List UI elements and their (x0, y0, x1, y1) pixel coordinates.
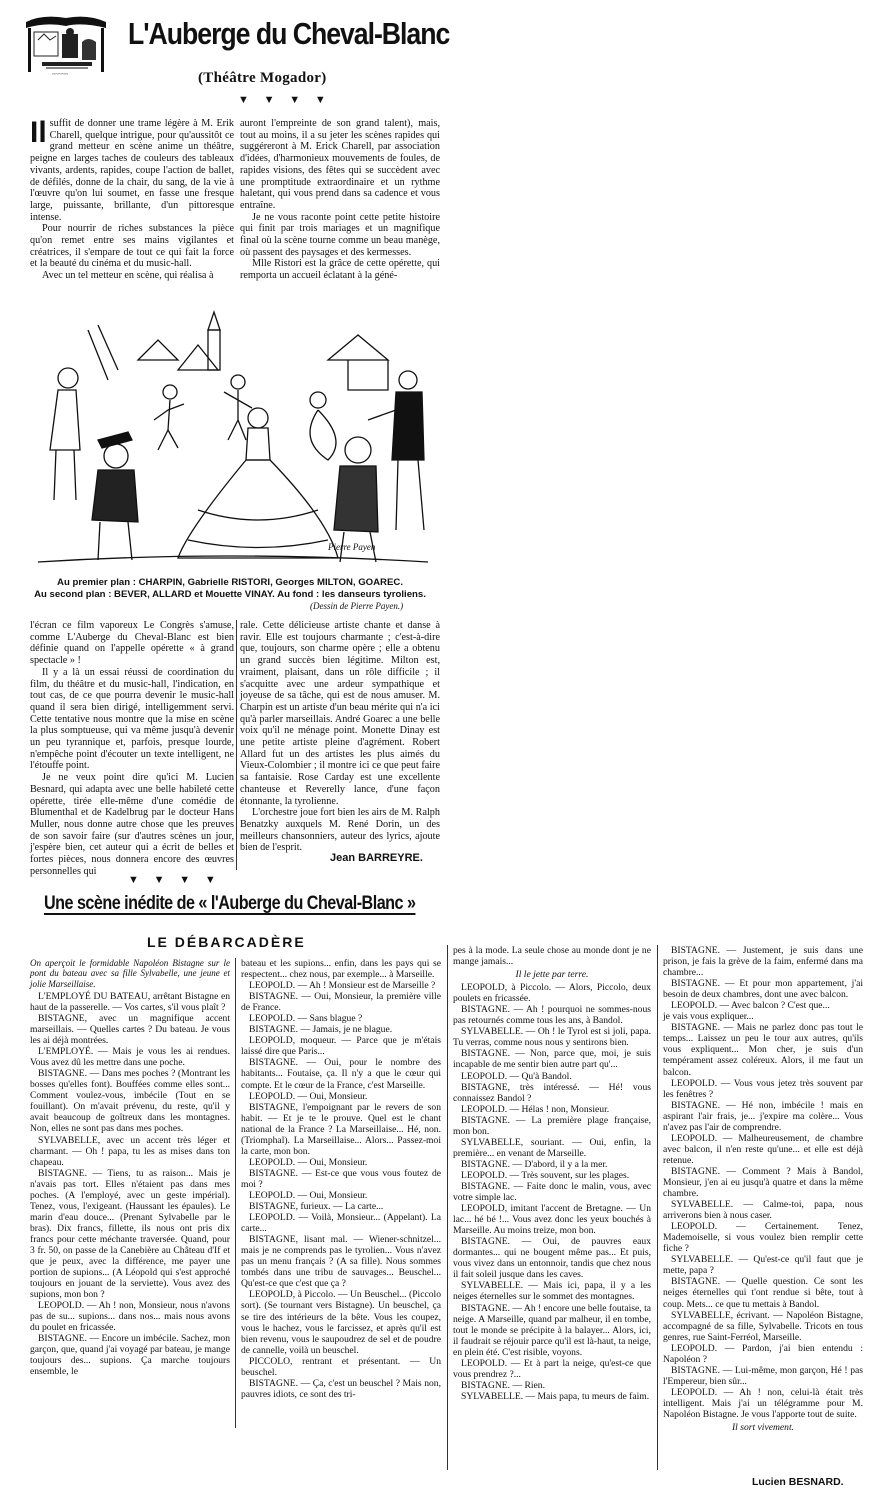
dialogue-line: BISTAGNE. — Hé non, imbécile ! mais en aspirant l'air frais, je... j'expire ma colère... Vous n'avez pas l'air de comprendre. (663, 1099, 863, 1133)
dialogue-line: bateau et les supions... enfin, dans les pays qui se respectent... chez nous, par exemple... à Marseille. (241, 958, 441, 981)
scene-signature: Lucien BESNARD. (752, 1476, 844, 1488)
paragraph: Avec un tel metteur en scène, qui réalisa à (42, 270, 214, 282)
dialogue-line: LEOPOLD, imitant l'accent de Bretagne. — Un lac... hé bé !... Vous avez donc les yeux bouchés à Marseille. Au moins treize, mon bon. (453, 1203, 651, 1237)
article-signature: Jean BARREYRE. (330, 852, 423, 864)
dialogue-line: BISTAGNE. — Comment ? Mais à Bandol, Monsieur, j'en ai eu jusqu'à quatre et dans la même chambre. (663, 1165, 863, 1200)
dialogue-line: SYLVABELLE. — Oh ! le Tyrol est si joli, papa. Tu verras, comme nous nous y sentirons bien. (453, 1026, 651, 1049)
dialogue-line: LEOPOLD. — Ah ! non, celui-là était très intelligent. Mais j'ai un télégramme pour M. Napoléon Bistagne. Je vous l'apporte tout de suite. (663, 1386, 863, 1420)
column-rule (657, 945, 658, 1470)
cast-drawing-illustration (28, 300, 438, 570)
article-title: L'Auberge du Cheval-Blanc (128, 16, 450, 51)
dialogue-line: SYLVABELLE, avec un accent très léger et charmant. — Oh ! papa, tu les as mises dans ton chapeau. (30, 1134, 230, 1168)
dialogue-line: SYLVABELLE, souriant. — Oui, enfin, la première... en venant de Marseille. (453, 1136, 651, 1159)
dialogue-column-1 (30, 958, 230, 1378)
ornament-triangles: ▼ ▼ ▼ ▼ (238, 94, 332, 106)
dialogue-line: LEOPOLD. — Pardon, j'ai bien entendu : Napoléon ? (663, 1342, 863, 1365)
stage-direction-exit: Il sort vivement. (731, 1422, 795, 1434)
paragraph: Il y a là un essai réussi de coordination du film, du théâtre et du music-hall, l'indication, en tout cas, de ce que pourra devenir le music-hall quand il sera bien dirigé, intelligemment servi. Cette tentative nous montre que la mise en scène la plus somptueuse, qui va même jusqu'à devenir un peu tyrannique et, parfois, presque lourde, n'empêche point d'écouter un texte intelligent, ne l'étouffe point. (30, 666, 234, 772)
illustration-credit: (Dessin de Pierre Payen.) (310, 601, 404, 611)
dialogue-line: LEOPOLD. — Avec balcon ? C'est que... (671, 1000, 830, 1012)
dialogue-line: BISTAGNE. — Ah ! pourquoi ne sommes-nous pas retournés comme tous les ans, à Bandol. (453, 1004, 651, 1027)
paragraph: auront l'empreinte de son grand talent), mais, tout au moins, il a su jeter les scènes rapides qui suggéreront à M. Erick Charell, par association d'idées, d'harmonieux mouvements de foules, de rapides visions, des fêtes qui se succèdent avec une promptitude extraordinaire et un rythme haletant, qui vous prend dans sa cadence et vous entraîne. (240, 118, 440, 211)
dialogue-line: pes à la mode. La seule chose au monde dont je ne mange jamais... (453, 945, 651, 968)
scene-title: Une scène inédite de « l'Auberge du Cheval-Blanc » (44, 893, 416, 914)
dialogue-line: BISTAGNE. — Jamais, je ne blague. (249, 1024, 393, 1036)
dialogue-line: BISTAGNE. — Oui, de pauvres eaux dormantes... qui ne bougent même pas... Et puis, vous vivez dans un entonnoir, tandis que chez nous il fait soleil jusque dans les caves. (453, 1236, 651, 1281)
dialogue-line: BISTAGNE. — D'abord, il y a la mer. (461, 1158, 608, 1170)
dialogue-line: BISTAGNE, l'empoignant par le revers de son habit. — Et je te le prouve. Quel est le chant national de la France ? La Marseillaise... Hé, non. (Triomphal). La Marseillaise... Alors... Passez-moi la carte, mon bon. (241, 1101, 441, 1157)
article-subtitle: (Théâtre Mogador) (198, 70, 327, 86)
dialogue-line: LEOPOLD. — Malheureusement, de chambre avec balcon, il n'en reste qu'une... et elle est déjà retenue. (663, 1132, 863, 1166)
dialogue-line: LEOPOLD, à Piccolo. — Un Beuschel... (Piccolo sort). (Se tournant vers Bistagne). Un beuschel, ça se tire des intérieurs de la bête. Vous les coupez, vous le hachez, vous le farcissez, et après qu'il est bien revenu, vous le saupoudrez de sel et de poudre de cannelle, voilà un beuschel. (241, 1289, 441, 1356)
dialogue-line: L'EMPLOYÉ. — Mais je vous les ai rendues. Vous avez dû les mettre dans une poche. (30, 1046, 230, 1069)
paragraph: Je ne vous raconte point cette petite histoire qui finit par trois mariages et un magnifique final où la scène tourne comme un beau manège, où passent des paysages et des kermesses. (240, 211, 440, 258)
dialogue-line: SYLVABELLE. — Calme-toi, papa, nous arriverons bien à nous caser. (663, 1199, 863, 1222)
dialogue-line: BISTAGNE. — Oui, Monsieur, la première ville de France. (241, 991, 441, 1014)
dialogue-line: BISTAGNE. — Dans mes poches ? (Montrant les bosses qu'elles font). Bouffées comme elles sont... Comment voulez-vous, imbécile (Tout en se fouillant). On m'avait prévenu, du reste, qu'il y avait beaucoup de goîtreux dans les montagnes. Non, elles ne sont pas dans mes poches. (30, 1068, 230, 1135)
paragraph: rale. Cette délicieuse artiste chante et danse à ravir. Elle est toujours charmante ; c'est-à-dire que, toujours, son charme opère ; elle a obtenu un grand succès bien légitime. Milton est, vraiment, plaisant, dans un rôle difficile ; il s'acquitte avec une ardeur sympathique et joyeuse de sa tâche, qui est de nous amuser. M. Charpin est un artiste d'un beau mérite qui n'a ici qu'à parler marseillais. André Goarec a une belle voix qu'il ne ménage point. Monette Dinay est une petite artiste pleine d'agrément. Robert Allard fut un des artistes les plus aimés du Vieux-Colombier ; il montre ici ce que peut faire sa fantaisie. Rose Carday est une excellente chanteuse et Reverelly lance, d'une façon étonnante, la tyrolienne. (240, 620, 440, 807)
article-column-4 (240, 620, 440, 854)
title-vignette-illustration (22, 12, 110, 80)
stage-direction-intro: On aperçoit le formidable Napoléon Bistagne sur le pont du bateau avec sa fille Sylvabelle, une jeune et jolie Marseillaise. (30, 958, 230, 989)
dialogue-line: SYLVABELLE, écrivant. — Napoléon Bistagne, accompagné de sa fille, Sylvabelle. Tricots en tous genres, rue Saint-Ferréol, Marseille. (663, 1309, 863, 1343)
dialogue-line: BISTAGNE, très intéressé. — Hé! vous connaissez Bandol ? (453, 1081, 651, 1104)
article-column-3 (30, 620, 234, 877)
svg-text:~~~~~: ~~~~~ (52, 72, 69, 78)
dialogue-column-4 (663, 945, 863, 1435)
dialogue-line: LEOPOLD. — Ah ! Monsieur est de Marseille ? (249, 980, 436, 992)
illustration-caption-line-2: Au second plan : BEVER, ALLARD et Mouette VINAY. Au fond : les danseurs tyroliens. (34, 589, 426, 600)
dialogue-line: PICCOLO, rentrant et présentant. — Un beuschel. (241, 1355, 441, 1378)
dialogue-line: LEOPOLD, à Piccolo. — Alors, Piccolo, deux poulets en fricassée. (453, 982, 651, 1005)
dialogue-line: BISTAGNE. — Ça, c'est un beuschel ? Mais non, pauvres idiots, ce sont des tri- (241, 1377, 441, 1400)
article-column-1 (30, 118, 234, 282)
dialogue-line: BISTAGNE. — Et pour mon appartement, j'ai besoin de deux chambres, dont une avec balcon. (663, 978, 863, 1001)
paragraph: L'orchestre joue fort bien les airs de M. Ralph Benatzky auxquels M. René Dorin, un des meilleurs chansonniers, auteur des lyrics, ajoute bien de l'esprit. (240, 807, 440, 854)
dialogue-line: L'EMPLOYÉ DU BATEAU, arrêtant Bistagne en haut de la passerelle. — Vos cartes, s'il vous plaît ? (30, 990, 230, 1013)
dialogue-line: LEOPOLD. — Oui, Monsieur. (249, 1189, 368, 1201)
dialogue-line: BISTAGNE. — Lui-même, mon garçon, Hé ! pas l'Empereur, bien sûr... (663, 1364, 863, 1387)
dialogue-line: BISTAGNE, avec un magnifique accent marseillais. — Quelles cartes ? Du bateau. Je vous les ai déjà montrées. (30, 1012, 230, 1047)
dialogue-line: BISTAGNE. — Non, parce que, moi, je suis incapable de me sentir bien autre part qu'... (453, 1048, 651, 1071)
article-column-2 (240, 118, 440, 282)
dialogue-line: BISTAGNE. — Quelle question. Ce sont les neiges éternelles qui t'ont rendue si bête, tout à coup. Mets... ce que tu mettais à Bandol. (663, 1276, 863, 1310)
dialogue-line: LEOPOLD. — Vous vous jetez très souvent par les fenêtres ? (663, 1077, 863, 1100)
dialogue-line: LEOPOLD. — Qu'à Bandol. (461, 1070, 572, 1082)
dialogue-line: BISTAGNE. — Rien. (461, 1379, 545, 1391)
dialogue-line: BISTAGNE. — Oui, pour le nombre des habitants... Foutaise, ça. Il n'y a que le cœur qui compte. Et le cœur de la France, c'est Marseille. (241, 1057, 441, 1091)
dialogue-column-3 (453, 945, 651, 1402)
paragraph: Pour nourrir de riches substances la pièce qu'on remet entre ses mains vigilantes et créatrices, il s'empare de tout ce qui fait la force et la beauté du cinéma et du music-hall. (30, 223, 234, 270)
ornament-triangles: ▼ ▼ ▼ ▼ (128, 874, 222, 886)
dialogue-line: LEOPOLD. — Hélas ! non, Monsieur. (461, 1103, 610, 1115)
dialogue-line: BISTAGNE, lisant mal. — Wiener-schnitzel... mais je ne comprends pas le tyrolien... Vous n'avez pas un menu français ? (A sa fille). Nous sommes tombés dans une tribu de sauvages... Beuschel... Qu'est-ce que c'est que ça ? (241, 1234, 441, 1290)
column-rule (236, 620, 237, 870)
dialogue-line: LEOPOLD, moqueur. — Parce que je m'étais laissé dire que Paris... (241, 1035, 441, 1058)
dialogue-line: SYLVABELLE. — Mais papa, tu meurs de faim. (461, 1390, 650, 1402)
paragraph: Je ne veux point dire qu'ici M. Lucien Besnard, qui adapta avec une belle habileté cette opérette, tirée elle-même d'une comédie de Blumenthal et de Kadelbrug par le docteur Hans Muller, nous donne autre chose que les preuves de son savoir faire (sur d'autres scènes un jour, j'espère bien, cet auteur qui a écrit de belles et fortes pièces, nous donnera encore des œuvres personnelles qui (30, 772, 234, 877)
dialogue-line: LEOPOLD. — Certainement. Tenez, Mademoiselle, si vous voulez bien remplir cette fiche ? (663, 1221, 863, 1255)
dialogue-line: BISTAGNE. — La première plage française, mon bon. (453, 1114, 651, 1137)
dialogue-line: BISTAGNE. — Est-ce que vous vous foutez de moi ? (241, 1167, 441, 1190)
dialogue-line: SYLVABELLE. — Mais ici, papa, il y a les neiges éternelles sur le sommet des montagnes. (453, 1280, 651, 1303)
dialogue-line: BISTAGNE. — Ah ! encore une belle foutaise, ta neige. A Marseille, quand par malheur, il en tombe, tout le monde se précipite à la balayer... Alors, ici, il faudrait se réjouir parce qu'il est là-haut, ta neige, en plein été. C'est risible, voyons. (453, 1302, 651, 1358)
illustration-caption-line-1: Au premier plan : CHARPIN, Gabrielle RISTORI, Georges MILTON, GOAREC. (57, 577, 403, 588)
dialogue-line: LEOPOLD. — Et à part la neige, qu'est-ce que vous prendrez ?... (453, 1357, 651, 1380)
dialogue-line: BISTAGNE. — Tiens, tu as raison... Mais je n'avais pas tort. Elles n'étaient pas dans mes poches. (A l'employé, avec un geste impérial). Tenez, vous, l'exigeant. (Haussant les épaules). Le marin d'eau douce... (Prenant Sylvabelle par le bras). Dix francs, fillette, ils nous ont pris dix francs pour cette méchante traversée. Quand, pour 3 fr. 50, on passe de la Canebière au Château d'If et que je peux, avec la différence, me payer une portion de supions... (A Léopold qui s'est approché toujours en jouant de la serviette). Vous avez des supions, mon bon ? (30, 1167, 230, 1301)
paragraph: suffit de donner une trame légère à M. Erik Charell, quelque intrigue, pour qu'aussitôt ce grand metteur en scène anime un théâtre, peigne en larges taches de couleurs des tableaux vivants, ardents, rapides, coupe l'action de ballet, de défilés, donne de la chair, du sang, de la vie à l'œuvre qu'on lui soumet, en fasse une fresque large, puissante, brillante, d'un pittoresque intense. (30, 118, 234, 223)
dialogue-line: BISTAGNE, furieux. — La carte... (249, 1201, 384, 1213)
dialogue-line: LEOPOLD. — Oui, Monsieur. (249, 1156, 368, 1168)
dialogue-line: SYLVABELLE. — Qu'est-ce qu'il faut que je mette, papa ? (663, 1254, 863, 1277)
dialogue-line: BISTAGNE. — Faite donc le malin, vous, avec votre simple lac. (453, 1180, 651, 1204)
dialogue-line: LEOPOLD. — Très souvent, sur les plages. (461, 1169, 630, 1181)
dialogue-line: BISTAGNE. — Encore un imbécile. Sachez, mon garçon, que, quand j'ai voyagé par bateau, je mange toujours des... supions. Ça marche toujours ensemble, le (30, 1333, 230, 1378)
paragraph: Mlle Ristori est la grâce de cette opérette, qui remporta un accueil éclatant à la géné- (240, 258, 440, 282)
dialogue-line: BISTAGNE. — Mais ne parlez donc pas tout le temps... Laissez un peu le tour aux autres, qu'ils vous expliquent... Mon cher, je suis d'un tempérament assez coléreux. Alors, il me faut un balcon. (663, 1022, 863, 1078)
scene-subtitle: LE DÉBARCADÈRE (147, 934, 306, 950)
dialogue-line: LEOPOLD. — Oui, Monsieur. (249, 1090, 368, 1102)
drop-cap: Il (30, 116, 47, 149)
dialogue-line: LEOPOLD. — Voilà, Monsieur... (Appelant). La carte... (241, 1212, 441, 1235)
dialogue-line: LEOPOLD. — Ah ! non, Monsieur, nous n'avons pas de su... supions... dans nos... mais nous avons du poulet en fricassée. (30, 1300, 230, 1334)
column-rule (235, 958, 236, 1428)
dialogue-line: je vais vous expliquer... (663, 1011, 754, 1023)
artist-signature: Pierre Payen (328, 542, 376, 552)
dialogue-line: BISTAGNE. — Justement, je suis dans une prison, je fais la grève de la faim, enfermé dans ma chambre... (663, 945, 863, 979)
dialogue-column-2 (241, 958, 441, 1400)
column-rule (447, 945, 448, 1470)
stage-direction: Il le jette par terre. (515, 969, 589, 981)
dialogue-line: LEOPOLD. — Sans blague ? (249, 1013, 363, 1025)
paragraph: l'écran ce film vaporeux Le Congrès s'amuse, comme L'Auberge du Cheval-Blanc est bien définie quand on l'appelle opérette « à grand spectacle » ! (30, 620, 234, 667)
